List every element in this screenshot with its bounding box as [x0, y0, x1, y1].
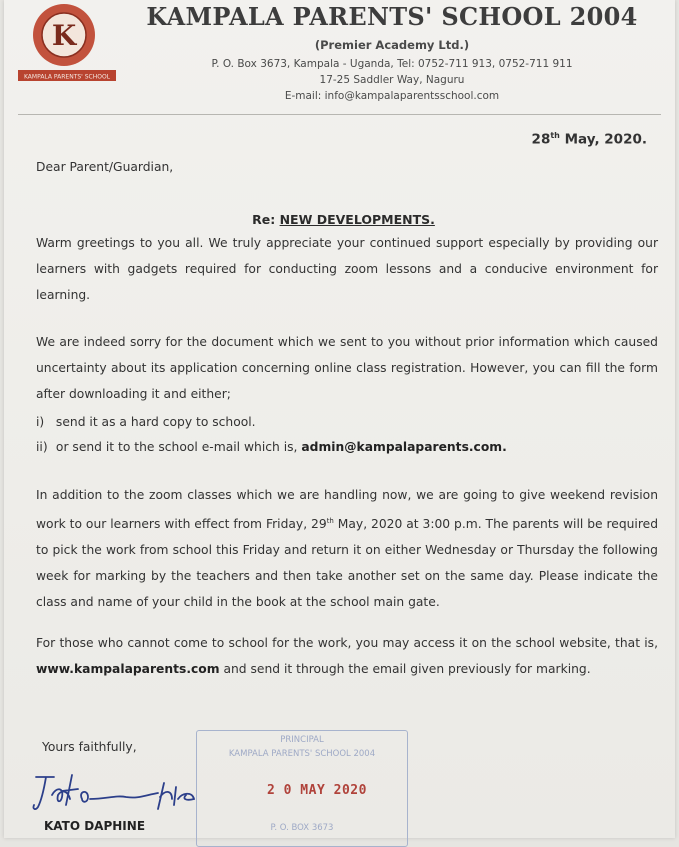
address-line-1: P. O. Box 3673, Kampala - Uganda, Tel: 0752-711 913, 0752-711 911: [211, 58, 573, 70]
school-website: www.kampalaparents.com: [36, 662, 220, 676]
company-name: (Premier Academy Ltd.): [314, 38, 470, 52]
paragraph-weekend-work: In addition to the zoom classes which we are handling now, we are going to give weekend revision work to our learners with effect from Friday, 29th May, 2020 at 3:00 p.m. The parents will be required to pick the work from school this Friday and return it on either Wednesday or Thursday the following week for marking by the teachers and then take another set on the same day. Please indicate the class and name of your child in the book at the school main gate.: [36, 488, 658, 610]
list-item: [36, 415, 658, 429]
list-marker: i): [36, 415, 45, 429]
subject-line: Re: NEW DEVELOPMENTS.: [252, 212, 435, 227]
salutation: Dear Parent/Guardian,: [36, 160, 174, 174]
school-name: KAMPALA PARENTS' SCHOOL 2004: [146, 2, 638, 31]
paragraph-website: For those who cannot come to school for the work, you may access it on the school website, that is, www.kampalaparents.com and send it through the email given previously for marking.: [36, 636, 658, 676]
stamp-title: PRINCIPAL: [280, 735, 324, 745]
header-divider: [18, 114, 661, 115]
stamp-date: 2 0 MAY 2020: [267, 783, 367, 798]
closing: Yours faithfully,: [42, 740, 137, 754]
signer-name: KATO DAPHINE: [44, 819, 146, 833]
letter-page: [4, 0, 675, 838]
letter-date: 28th May, 2020.: [531, 131, 647, 148]
school-email: admin@kampalaparents.com.: [301, 440, 507, 454]
paragraph-apology: We are indeed sorry for the document which we sent to you without prior information which caused uncertainty about its application concerning online class registration. However, you can fill the form after downloading it and either;: [36, 335, 658, 401]
stamp-school-name: KAMPALA PARENTS' SCHOOL 2004: [228, 749, 376, 759]
signature: [26, 765, 246, 815]
list-item-text: or send it to the school e-mail which is,: [55, 440, 302, 454]
school-logo: [14, 2, 118, 84]
paragraph-greetings: Warm greetings to you all. We truly appreciate your continued support especially by providing our learners with gadgets required for conducting zoom lessons and a conducive environment for learning.: [36, 236, 658, 302]
logo-caption: KAMPALA PARENTS' SCHOOL: [23, 73, 111, 81]
email-line: E-mail: info@kampalaparentsschool.com: [284, 90, 500, 102]
stamp-box: P. O. BOX 3673: [270, 823, 334, 833]
list-item: [36, 440, 658, 454]
list-item-text: send it as a hard copy to school.: [55, 415, 256, 429]
address-line-2: 17-25 Saddler Way, Naguru: [319, 74, 465, 86]
logo-monogram: K: [51, 19, 77, 52]
list-marker: ii): [36, 440, 48, 454]
